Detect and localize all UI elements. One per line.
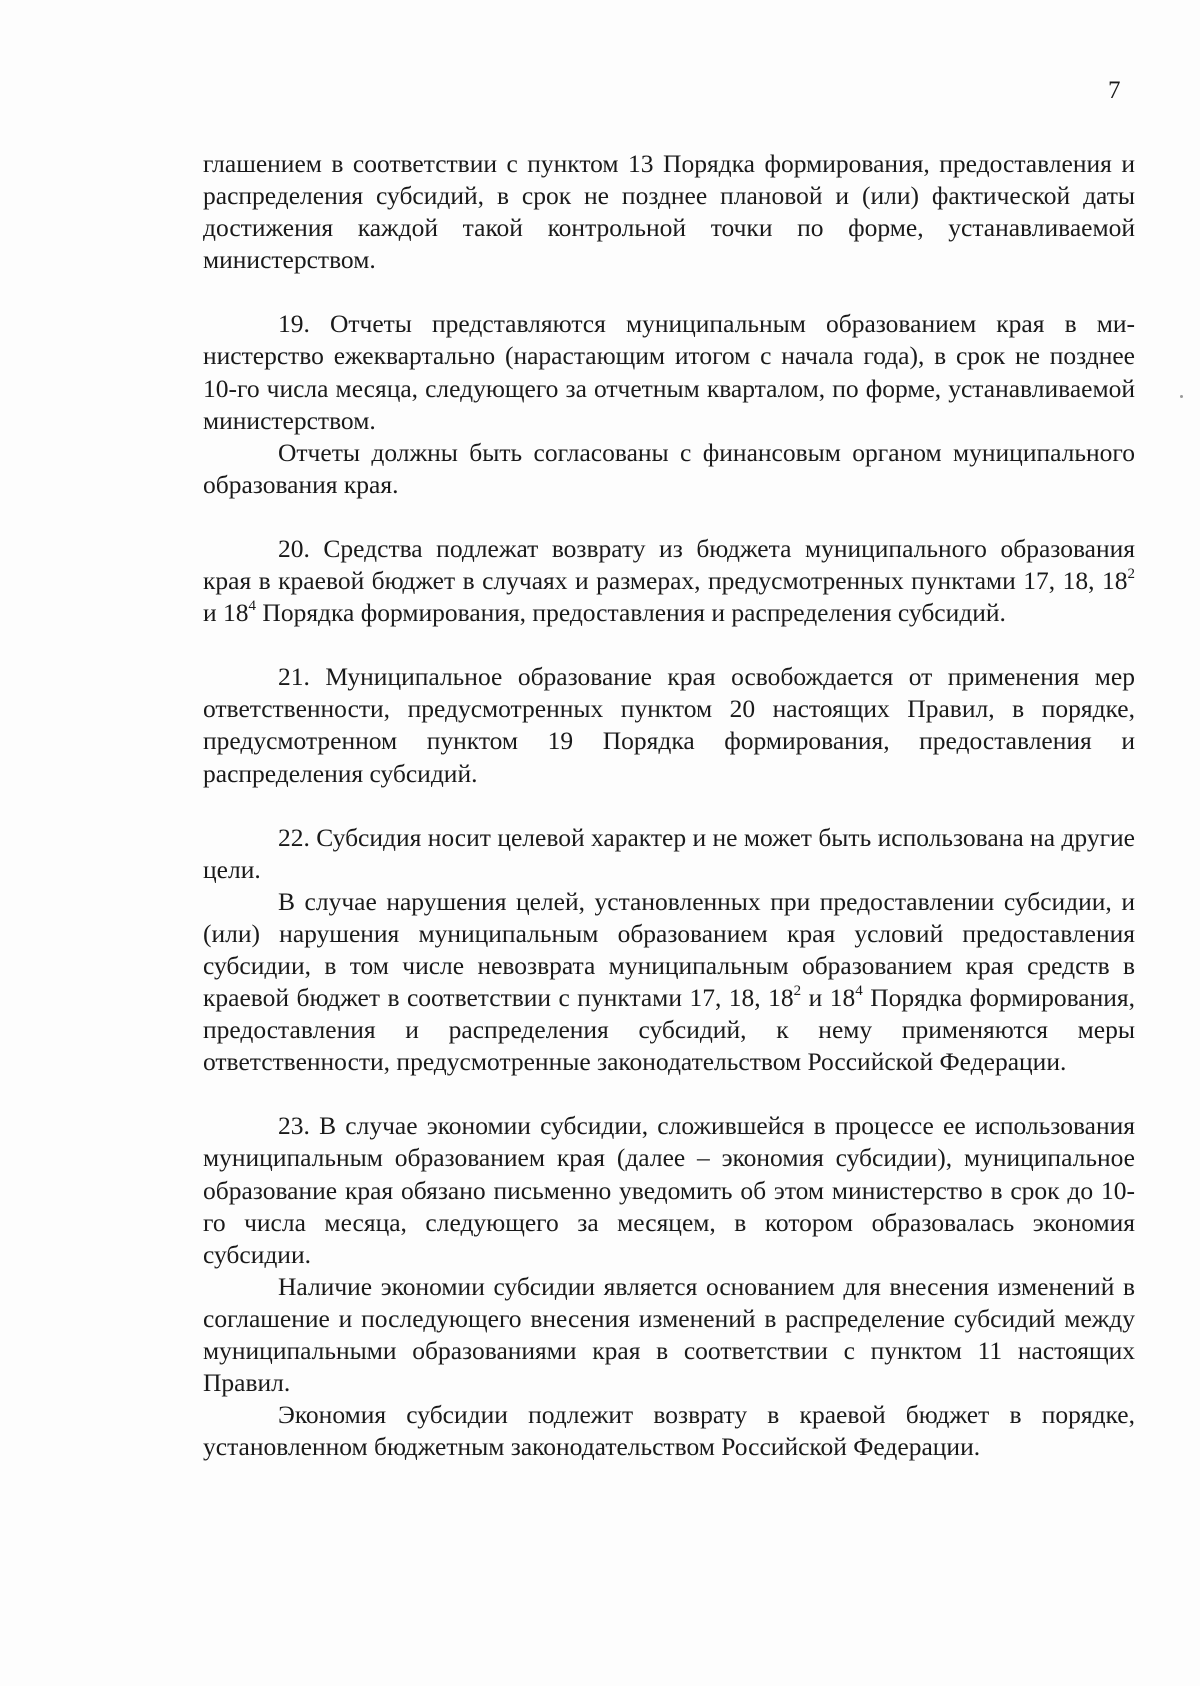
- paragraph-text: 21. Муниципальное образование края освобождается от применения мер ответственности, предусмотренных пунктом 20 настоящих Правил, в порядке, предусмотренном пунктом 19 Порядка формирования, предоставления и распределения субсидий.: [203, 662, 1135, 788]
- paragraph-text: 19. Отчеты представляются муниципальным образованием края в министерство ежеквартально (нарастающим итогом с начала года), в срок не позднее 10-го числа месяца, следующего за отчетным кварталом, по форме, устанавливаемой министерством.: [203, 309, 1135, 435]
- paragraph-22: [203, 822, 1135, 886]
- page-number: 7: [1108, 77, 1121, 104]
- paragraph-text: глашением в соответствии с пунктом 13 Порядка формирования, предоставления и распределения субсидий, в срок не позднее плановой и (или) фактической даты достижения каждой такой контрольной точки по форме, устанавливаемой министерством.: [203, 149, 1135, 275]
- paragraph-text: Порядка формирования, предоставления и распределения субсидий, к нему применяются меры ответственности, предусмотренные законодательством Российской Федерации.: [203, 983, 1135, 1077]
- paragraph-20: [203, 533, 1135, 629]
- paragraph-text: 23. В случае экономии субсидии, сложившейся в процессе ее использования муниципальным образованием края (далее – экономия субсидии), муниципальное образование края обязано письменно уведомить об этом министерство в срок до 10-го числа месяца, следующего за месяцем, в котором образовалась экономия субсидии.: [203, 1111, 1135, 1269]
- paragraph-23-second: [203, 1271, 1135, 1399]
- paragraph-21: [203, 661, 1135, 789]
- paragraph-text: Экономия субсидии подлежит возврату в краевой бюджет в порядке, установленном бюджетным законодательством Российской Федерации.: [203, 1400, 1135, 1462]
- paragraph-23: [203, 1110, 1135, 1270]
- paragraph-18-continuation: [203, 148, 1135, 276]
- paragraph-19-second: [203, 437, 1135, 501]
- paragraph-text: 20. Средства подлежат возврату из бюджета муниципального образования края в краевой бюджет в случаях и размерах, предусмотренных пунктами 17, 18, 18: [203, 533, 1135, 596]
- paragraph-text: 22. Субсидия носит целевой характер и не может быть использована на другие цели.: [203, 822, 1135, 884]
- paragraph-text: В случае нарушения целей, установленных при предоставлении субсидии, и (или) нарушения муниципальным образованием края условий предоставления субсидии, в том числе невозврата муниципальным образованием края средств в краевой бюджет в соответствии с пунктами 17, 18, 18: [203, 886, 1135, 1013]
- scan-speck: [1180, 395, 1183, 398]
- paragraph-19: [203, 308, 1135, 436]
- superscript: 2: [1127, 566, 1135, 583]
- paragraph-23-third: [203, 1399, 1135, 1463]
- paragraph-text: Порядка формирования, предоставления и распределения субсидий.: [256, 598, 1006, 628]
- document-body: [203, 148, 1135, 1463]
- paragraph-text: Отчеты должны быть согласованы с финансовым органом муниципального образования края.: [203, 437, 1135, 499]
- superscript: 4: [855, 983, 863, 1000]
- superscript: 4: [248, 598, 257, 615]
- paragraph-text: и 18: [801, 983, 856, 1013]
- superscript: 2: [793, 983, 802, 1000]
- paragraph-text: и 18: [203, 598, 249, 628]
- paragraph-22-second: [203, 886, 1135, 1079]
- paragraph-text: Наличие экономии субсидии является основанием для внесения изменений в соглашение и последующего внесения изменений в распределение субсидий между муниципальными образованиями края в соответствии с пунктом 11 настоящих Правил.: [203, 1271, 1135, 1398]
